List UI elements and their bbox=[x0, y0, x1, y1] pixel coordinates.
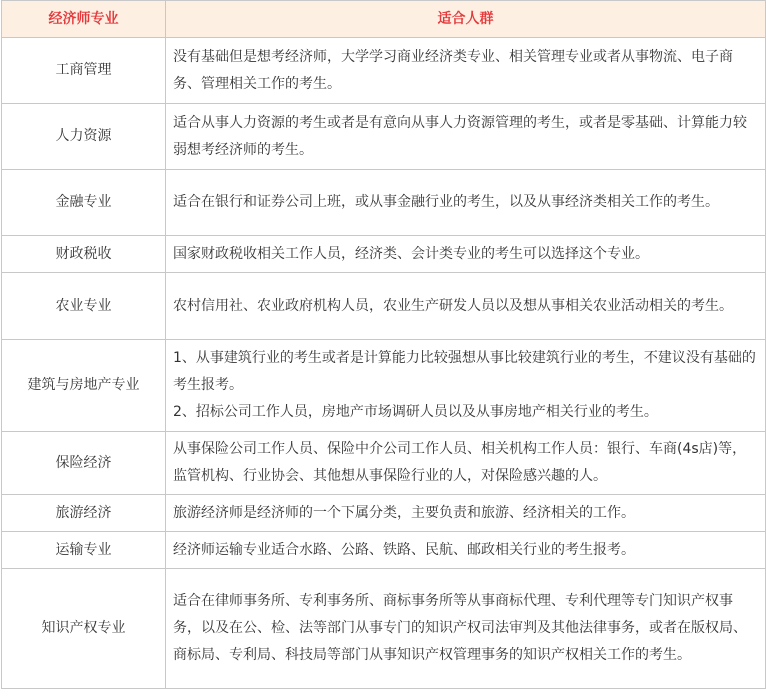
table-header-row bbox=[2, 1, 766, 38]
major-name: 人力资源 bbox=[2, 104, 166, 170]
table-row bbox=[2, 432, 766, 495]
header-audience: 适合人群 bbox=[166, 1, 766, 38]
table-row bbox=[2, 170, 766, 236]
table-row bbox=[2, 340, 766, 432]
table-row bbox=[2, 236, 766, 273]
major-name: 工商管理 bbox=[2, 38, 166, 104]
audience-desc: 农村信用社、农业政府机构人员，农业生产研发人员以及想从事相关农业活动相关的考生。 bbox=[166, 273, 766, 340]
table-row bbox=[2, 38, 766, 104]
table-row bbox=[2, 495, 766, 532]
audience-desc bbox=[166, 340, 766, 432]
table-row bbox=[2, 104, 766, 170]
major-name: 运输专业 bbox=[2, 532, 166, 569]
major-name: 财政税收 bbox=[2, 236, 166, 273]
major-name: 建筑与房地产专业 bbox=[2, 340, 166, 432]
major-name: 旅游经济 bbox=[2, 495, 166, 532]
audience-desc: 旅游经济师是经济师的一个下属分类，主要负责和旅游、经济相关的工作。 bbox=[166, 495, 766, 532]
major-name: 农业专业 bbox=[2, 273, 166, 340]
audience-desc: 经济师运输专业适合水路、公路、铁路、民航、邮政相关行业的考生报考。 bbox=[166, 532, 766, 569]
audience-desc: 适合在银行和证券公司上班，或从事金融行业的考生，以及从事经济类相关工作的考生。 bbox=[166, 170, 766, 236]
header-major: 经济师专业 bbox=[2, 1, 166, 38]
table-row bbox=[2, 532, 766, 569]
audience-desc: 适合在律师事务所、专利事务所、商标事务所等从事商标代理、专利代理等专门知识产权事务，以及在公、检、法等部门从事专门的知识产权司法审判及其他法律事务，或者在版权局、商标局、专利局、科技局等部门从事知识产权管理事务的知识产权相关工作的考生。 bbox=[166, 569, 766, 689]
audience-desc: 国家财政税收相关工作人员，经济类、会计类专业的考生可以选择这个专业。 bbox=[166, 236, 766, 273]
audience-line: 2、招标公司工作人员，房地产市场调研人员以及从事房地产相关行业的考生。 bbox=[173, 404, 658, 420]
audience-desc: 从事保险公司工作人员、保险中介公司工作人员、相关机构工作人员：银行、车商(4s店)等，监管机构、行业协会、其他想从事保险行业的人，对保险感兴趣的人。 bbox=[166, 432, 766, 495]
table-row bbox=[2, 569, 766, 689]
audience-desc: 没有基础但是想考经济师，大学学习商业经济类专业、相关管理专业或者从事物流、电子商务、管理相关工作的考生。 bbox=[166, 38, 766, 104]
major-name: 金融专业 bbox=[2, 170, 166, 236]
major-audience-table bbox=[1, 0, 766, 689]
major-name: 保险经济 bbox=[2, 432, 166, 495]
audience-line: 1、从事建筑行业的考生或者是计算能力比较强想从事比较建筑行业的考生，不建议没有基础的考生报考。 bbox=[173, 350, 756, 393]
table-row bbox=[2, 273, 766, 340]
major-name: 知识产权专业 bbox=[2, 569, 166, 689]
audience-desc: 适合从事人力资源的考生或者是有意向从事人力资源管理的考生，或者是零基础、计算能力较弱想考经济师的考生。 bbox=[166, 104, 766, 170]
